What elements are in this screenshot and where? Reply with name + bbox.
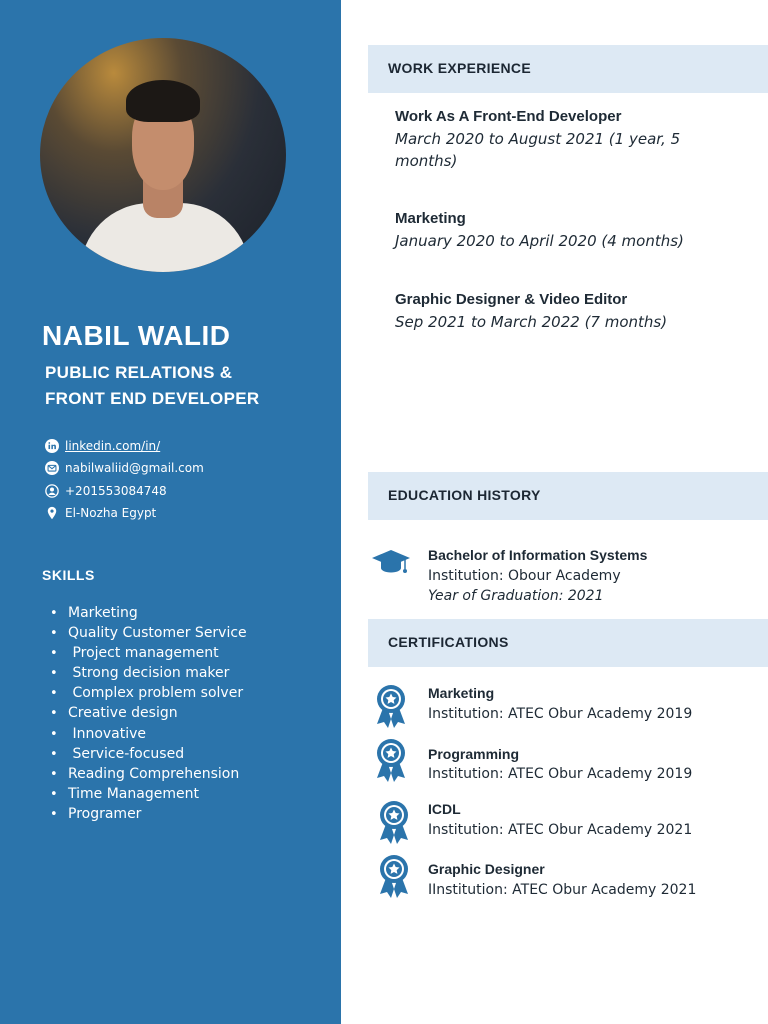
certifications-header xyxy=(368,619,768,667)
skill-item: • Complex problem solver xyxy=(50,683,247,703)
skill-item: • Creative design xyxy=(50,703,247,723)
certification-detail: IInstitution: ATEC Obur Academy 2021 xyxy=(428,882,697,898)
certification-title: Programming xyxy=(428,746,520,762)
skill-item: • Project management xyxy=(50,643,247,663)
skill-item: • Strong decision maker xyxy=(50,663,247,683)
skill-item: • Time Management xyxy=(50,784,247,804)
job-dates: Sep 2021 to March 2022 (7 months) xyxy=(395,313,668,331)
user-icon xyxy=(45,484,59,498)
linkedin-link[interactable]: linkedin.com/in/ xyxy=(65,439,161,453)
award-ribbon-icon xyxy=(377,800,411,844)
skill-item: • Service-focused xyxy=(50,744,247,764)
award-ribbon-icon xyxy=(374,684,408,728)
email-text: nabilwaliid@gmail.com xyxy=(65,461,204,475)
skill-item: • Programer xyxy=(50,804,247,824)
job-dates: March 2020 to August 2021 (1 year, 5 months) xyxy=(395,130,681,170)
graduation-year: Year of Graduation: 2021 xyxy=(428,588,604,604)
candidate-name: NABIL WALID xyxy=(42,320,231,351)
skill-item: • Innovative xyxy=(50,724,247,744)
linkedin-icon xyxy=(45,439,59,453)
skills-heading: SKILLS xyxy=(42,567,95,583)
award-ribbon-icon xyxy=(377,854,411,898)
certification-title: Marketing xyxy=(428,685,495,701)
job-title: Work As A Front-End Developer xyxy=(395,108,622,125)
profile-photo xyxy=(40,38,286,272)
award-ribbon-icon xyxy=(374,738,408,782)
work-experience-title: WORK EXPERIENCE xyxy=(388,60,531,76)
skills-list xyxy=(50,603,247,824)
certification-detail: Institution: ATEC Obur Academy 2019 xyxy=(428,766,693,782)
education-institution: Institution: Obour Academy xyxy=(428,568,621,584)
skill-item: • Reading Comprehension xyxy=(50,764,247,784)
skill-item: • Quality Customer Service xyxy=(50,623,247,643)
role-line-1: PUBLIC RELATIONS & xyxy=(45,363,233,382)
work-experience-header xyxy=(368,45,768,93)
location-pin-icon xyxy=(45,506,59,520)
certification-detail: Institution: ATEC Obur Academy 2021 xyxy=(428,822,693,838)
phone-text: +201553084748 xyxy=(65,484,167,498)
role-line-2: FRONT END DEVELOPER xyxy=(45,389,260,408)
location-text: El-Nozha Egypt xyxy=(65,506,157,520)
contact-email xyxy=(45,461,204,475)
job-title: Marketing xyxy=(395,210,466,227)
certifications-title: CERTIFICATIONS xyxy=(388,634,509,650)
certification-title: Graphic Designer xyxy=(428,861,545,877)
photo-hair xyxy=(126,80,200,122)
mail-icon xyxy=(45,461,59,475)
contact-location xyxy=(45,506,156,520)
graduation-cap-icon xyxy=(371,548,411,576)
job-title: Graphic Designer & Video Editor xyxy=(395,291,628,308)
degree-title: Bachelor of Information Systems xyxy=(428,547,648,563)
education-header xyxy=(368,472,768,520)
education-title: EDUCATION HISTORY xyxy=(388,487,541,503)
skill-item: • Marketing xyxy=(50,603,247,623)
job-dates: January 2020 to April 2020 (4 months) xyxy=(395,232,684,250)
contact-phone xyxy=(45,484,167,498)
sidebar xyxy=(0,0,341,1024)
contact-linkedin[interactable] xyxy=(45,439,160,453)
certification-detail: Institution: ATEC Obur Academy 2019 xyxy=(428,706,693,722)
candidate-role xyxy=(45,360,335,412)
certification-title: ICDL xyxy=(428,801,461,817)
